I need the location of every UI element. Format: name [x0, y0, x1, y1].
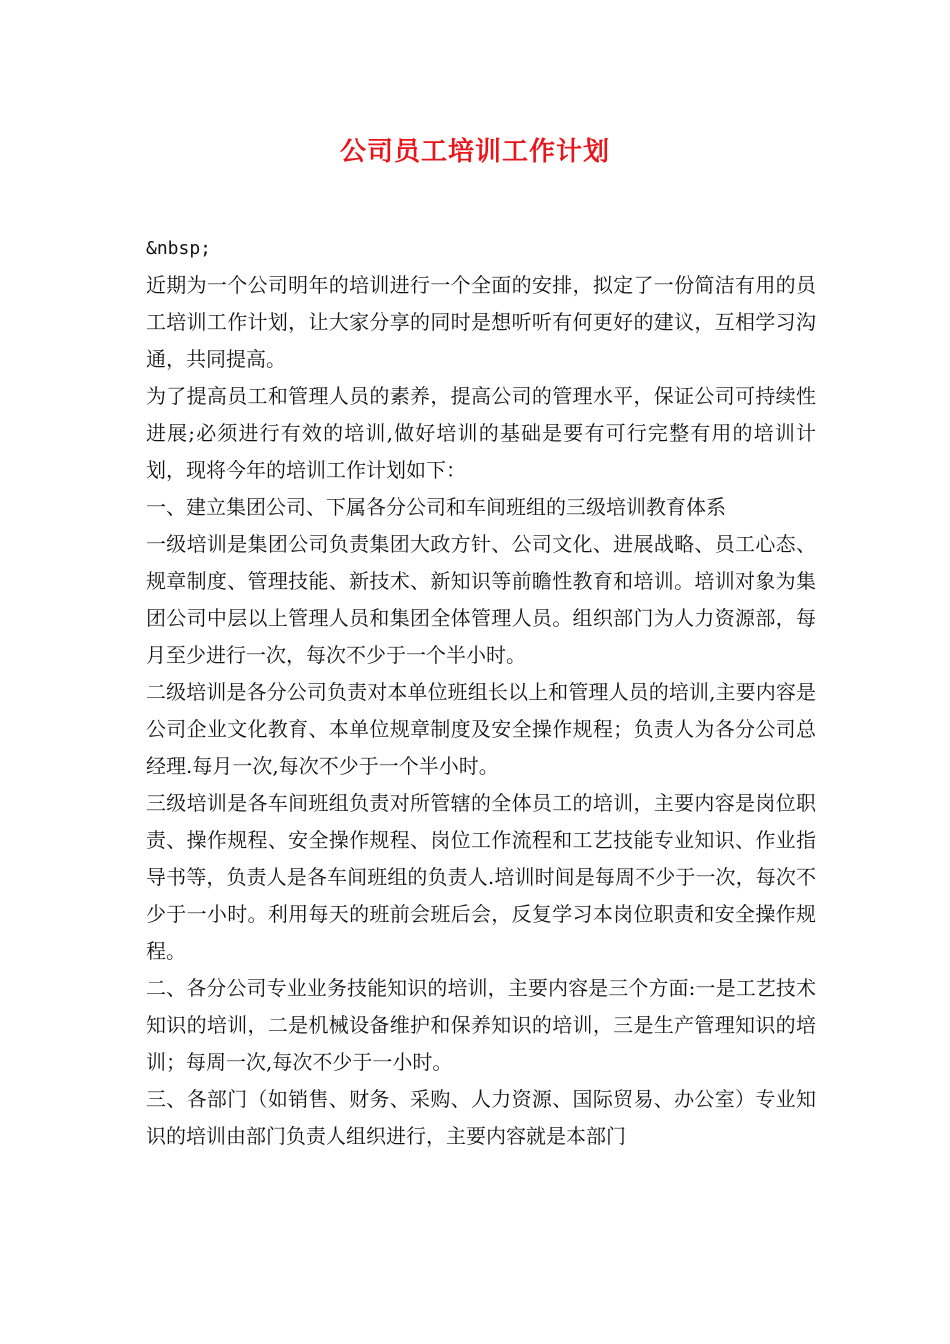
paragraph-level-1: 一级培训是集团公司负责集团大政方针、公司文化、进展战略、员工心态、规章制度、管理技能、新技术、新知识等前瞻性教育和培训。培训对象为集团公司中层以上管理人员和集团全体管理人员。组织部门为人力资源部，每月至少进行一次，每次不少于一个半小时。	[146, 532, 816, 667]
document-body	[146, 230, 816, 1155]
paragraph-purpose: 为了提高员工和管理人员的素养，提高公司的管理水平，保证公司可持续性进展;必须进行有效的培训,做好培训的基础是要有可行完整有用的培训计划，现将今年的培训工作计划如下：	[146, 384, 816, 482]
paragraph-heading-1: 一、建立集团公司、下属各分公司和车间班组的三级培训教育体系	[146, 495, 726, 519]
paragraph-intro: 近期为一个公司明年的培训进行一个全面的安排，拟定了一份简洁有用的员工培训工作计划，让大家分享的同时是想听听有何更好的建议，互相学习沟通，共同提高。	[146, 273, 816, 371]
document-title: 公司员工培训工作计划	[339, 137, 610, 167]
entity-text-line: &nbsp;	[146, 238, 212, 259]
paragraph-heading-3: 三、各部门（如销售、财务、采购、人力资源、国际贸易、办公室）专业知识的培训由部门负责人组织进行，主要内容就是本部门	[146, 1087, 816, 1148]
paragraph-level-3: 三级培训是各车间班组负责对所管辖的全体员工的培训，主要内容是岗位职责、操作规程、安全操作规程、岗位工作流程和工艺技能专业知识、作业指导书等，负责人是各车间班组的负责人.培训时间是每周不少于一次，每次不少于一小时。利用每天的班前会班后会，反复学习本岗位职责和安全操作规程。	[146, 791, 816, 963]
paragraph-level-2: 二级培训是各分公司负责对本单位班组长以上和管理人员的培训,主要内容是公司企业文化教育、本单位规章制度及安全操作规程；负责人为各分公司总经理.每月一次,每次不少于一个半小时。	[146, 680, 816, 778]
paragraph-heading-2: 二、各分公司专业业务技能知识的培训，主要内容是三个方面:一是工艺技术知识的培训，二是机械设备维护和保养知识的培训，三是生产管理知识的培训；每周一次,每次不少于一小时。	[146, 976, 816, 1074]
